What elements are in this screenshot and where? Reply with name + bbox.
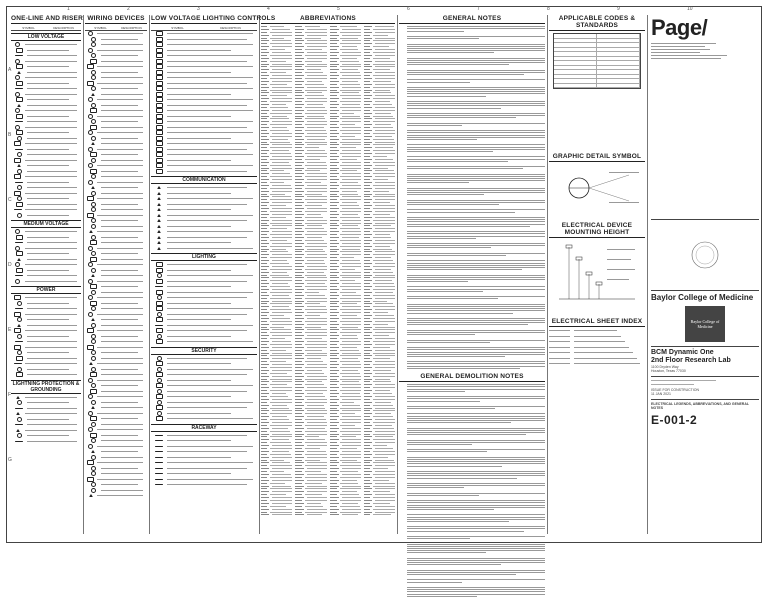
note-item bbox=[399, 482, 545, 490]
tick-2: 2 bbox=[127, 6, 130, 12]
title-block bbox=[651, 15, 759, 536]
tick-10: 10 bbox=[687, 6, 693, 12]
note-item bbox=[399, 35, 545, 41]
tick-5: 5 bbox=[337, 6, 340, 12]
controls-column bbox=[151, 15, 276, 488]
note-item bbox=[399, 68, 545, 76]
note-item bbox=[399, 513, 545, 523]
lighting-title: LIGHTING bbox=[151, 253, 257, 261]
note-item bbox=[399, 338, 545, 344]
note-item bbox=[399, 383, 545, 393]
sheet-number: E-001-2 bbox=[651, 413, 698, 427]
note-item bbox=[399, 586, 545, 598]
engineer-seal-icon bbox=[690, 240, 720, 270]
note-item bbox=[399, 578, 545, 584]
mounting-height-title: ELECTRICAL DEVICE MOUNTING HEIGHT bbox=[549, 222, 645, 238]
tick-3: 3 bbox=[197, 6, 200, 12]
codes-title: APPLICABLE CODES & STANDARDS bbox=[549, 15, 645, 31]
note-item bbox=[399, 317, 545, 327]
letter-g: G bbox=[8, 457, 12, 463]
note-item bbox=[399, 230, 545, 240]
note-item bbox=[399, 346, 545, 358]
abbreviations-title: ABBREVIATIONS bbox=[261, 15, 395, 24]
column-header: SYMBOL DESCRIPTION bbox=[151, 25, 257, 31]
abbreviation-column bbox=[295, 25, 326, 516]
letter-b: B bbox=[8, 132, 12, 138]
communication-title: COMMUNICATION bbox=[151, 176, 257, 184]
note-item bbox=[399, 42, 545, 54]
note-item bbox=[399, 143, 545, 153]
raceway-title: RACEWAY bbox=[151, 424, 257, 432]
note-item bbox=[399, 395, 545, 403]
note-item bbox=[399, 56, 545, 66]
note-item bbox=[399, 535, 545, 541]
demolition-notes-title: GENERAL DEMOLITION NOTES bbox=[399, 373, 545, 382]
note-item bbox=[399, 295, 545, 301]
wiring-devices-title: WIRING DEVICES bbox=[85, 15, 147, 24]
general-notes-title: GENERAL NOTES bbox=[399, 15, 545, 24]
security-title: SECURITY bbox=[151, 347, 257, 355]
note-item bbox=[399, 187, 545, 197]
note-item bbox=[399, 448, 545, 454]
lightning-title: LIGHTNING PROTECTION & GROUNDING bbox=[12, 380, 80, 393]
tick-9: 9 bbox=[617, 6, 620, 12]
medium-voltage-title: MEDIUM VOLTAGE bbox=[11, 220, 81, 228]
abbreviations-list bbox=[261, 25, 395, 516]
letter-a: A bbox=[8, 67, 12, 73]
wiring-devices-column bbox=[85, 15, 147, 499]
tick-6: 6 bbox=[407, 6, 410, 12]
column-divider bbox=[547, 15, 548, 534]
letter-d: D bbox=[8, 262, 12, 268]
note-item bbox=[399, 78, 545, 84]
column-divider bbox=[647, 15, 648, 534]
note-item bbox=[399, 25, 545, 33]
note-item bbox=[399, 285, 545, 293]
note-item bbox=[399, 259, 545, 271]
mounting-height-diagram bbox=[549, 239, 645, 309]
note-item bbox=[399, 426, 545, 436]
tick-1: 1 bbox=[67, 6, 70, 12]
notes-column bbox=[399, 15, 545, 600]
codes-table bbox=[553, 33, 641, 89]
note-item bbox=[399, 412, 545, 424]
graphic-detail-symbol-icon bbox=[549, 163, 645, 213]
abbreviations-column bbox=[261, 15, 395, 516]
address-line-1: 1100 Dryden Way bbox=[651, 365, 679, 369]
note-item bbox=[399, 122, 545, 128]
note-item bbox=[399, 242, 545, 250]
firm-logo: Page/ bbox=[651, 15, 708, 40]
issue-date: 11 JAN 2021 bbox=[651, 392, 671, 396]
column-header: SYMBOL DESCRIPTION bbox=[11, 25, 81, 31]
demolition-notes-list bbox=[399, 383, 545, 598]
note-item bbox=[399, 208, 545, 214]
tick-7: 7 bbox=[477, 6, 480, 12]
note-item bbox=[399, 252, 545, 258]
note-item bbox=[399, 155, 545, 163]
note-item bbox=[399, 491, 545, 497]
issue-label: ISSUE FOR CONSTRUCTION bbox=[651, 388, 700, 392]
note-item bbox=[399, 199, 545, 207]
client-logo: Baylor College of Medicine bbox=[685, 306, 725, 342]
note-item bbox=[399, 165, 545, 171]
codes-column bbox=[549, 15, 645, 367]
note-item bbox=[399, 303, 545, 315]
column-divider bbox=[259, 15, 260, 534]
note-item bbox=[399, 360, 545, 370]
abbreviation-column bbox=[261, 25, 292, 516]
note-item bbox=[399, 129, 545, 141]
note-item bbox=[399, 273, 545, 283]
abbreviation-column bbox=[364, 25, 395, 516]
column-divider bbox=[83, 15, 84, 534]
tick-8: 8 bbox=[547, 6, 550, 12]
note-item bbox=[399, 542, 545, 554]
address-line-2: Houston, Texas 77030 bbox=[651, 369, 686, 373]
column-divider bbox=[149, 15, 150, 534]
note-item bbox=[399, 86, 545, 98]
note-item bbox=[399, 438, 545, 446]
drawing-sheet bbox=[6, 6, 762, 543]
abbreviation-column bbox=[330, 25, 361, 516]
client-name: Baylor College of Medicine bbox=[651, 293, 754, 302]
letter-c: C bbox=[8, 197, 12, 203]
note-item bbox=[399, 525, 545, 533]
note-item bbox=[399, 100, 545, 110]
letter-f: F bbox=[8, 392, 12, 398]
one-line-column bbox=[11, 15, 81, 444]
note-item bbox=[399, 172, 545, 184]
note-item bbox=[399, 112, 545, 120]
general-notes-list bbox=[399, 25, 545, 370]
note-item bbox=[399, 557, 545, 567]
note-item bbox=[399, 499, 545, 511]
sheet-index-list bbox=[549, 328, 645, 367]
graphic-detail-title: GRAPHIC DETAIL SYMBOL bbox=[549, 153, 645, 162]
sheet-title: ELECTRICAL LEGENDS, ABBREVIATIONS, AND GENERAL NOTES bbox=[651, 402, 749, 410]
column-header: SYMBOL DESCRIPTION bbox=[85, 25, 147, 31]
low-voltage-title: LOW VOLTAGE bbox=[11, 33, 81, 41]
note-item bbox=[399, 456, 545, 468]
letter-e: E bbox=[8, 327, 12, 333]
note-item bbox=[399, 568, 545, 576]
note-item bbox=[399, 329, 545, 337]
power-title: POWER bbox=[11, 286, 81, 294]
project-name-2: 2nd Floor Research Lab bbox=[651, 357, 731, 364]
note-item bbox=[399, 470, 545, 480]
note-item bbox=[399, 216, 545, 228]
column-divider bbox=[397, 15, 398, 534]
note-item bbox=[399, 405, 545, 411]
one-line-title: ONE-LINE AND RISER bbox=[11, 15, 83, 22]
sheet-index-row bbox=[549, 361, 645, 367]
project-name-1: BCM Dynamic One bbox=[651, 349, 714, 356]
tick-4: 4 bbox=[267, 6, 270, 12]
lv-lighting-title: LOW VOLTAGE LIGHTING CONTROLS bbox=[151, 15, 276, 22]
sheet-index-title: ELECTRICAL SHEET INDEX bbox=[549, 318, 645, 327]
